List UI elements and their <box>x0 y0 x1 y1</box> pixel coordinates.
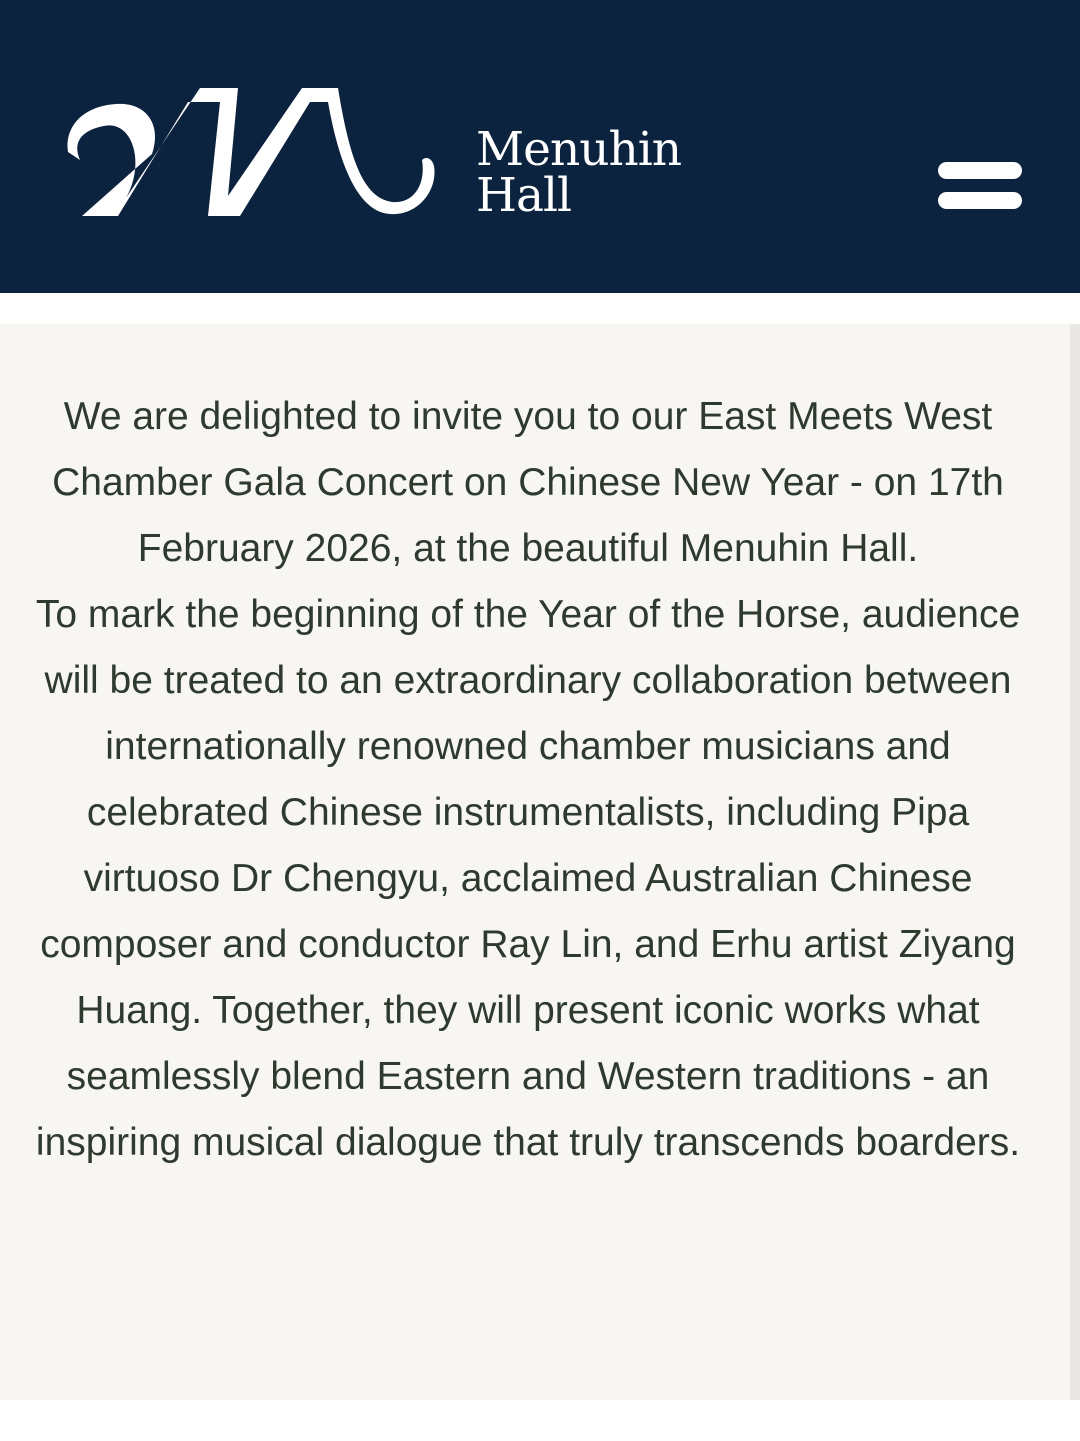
hamburger-menu-icon-top-bar <box>938 162 1022 179</box>
concert-description <box>20 384 1036 1176</box>
m-monogram-icon <box>60 80 450 225</box>
brand-name-line-2: Hall <box>476 168 572 223</box>
brand-name-line-1: Menuhin <box>476 122 682 177</box>
invitation-paragraph: We are delighted to invite you to our East Meets West Chamber Gala Concert on Chinese New Year - on 17th February 2026, at the beautiful Menuhin Hall. <box>52 395 1004 570</box>
hamburger-menu-button[interactable] <box>938 160 1022 212</box>
site-header <box>0 0 1080 293</box>
program-paragraph: To mark the beginning of the Year of the Horse, audience will be treated to an extraordinary collaboration between internationally renowned chamber musicians and celebrated Chinese instrumentalists, including Pipa virtuoso Dr Chengyu, acclaimed Australian Chinese composer and conductor Ray Lin, and Erhu artist Ziyang Huang. Together, they will present iconic works what seamlessly blend Eastern and Western traditions - an inspiring musical dialogue that truly transcends boarders. <box>35 593 1021 1164</box>
scrollbar-track[interactable] <box>1070 324 1080 1400</box>
hamburger-menu-icon-bottom-bar <box>938 192 1022 209</box>
menuhin-hall-logo-link[interactable] <box>60 80 450 225</box>
brand-name[interactable] <box>476 122 682 223</box>
